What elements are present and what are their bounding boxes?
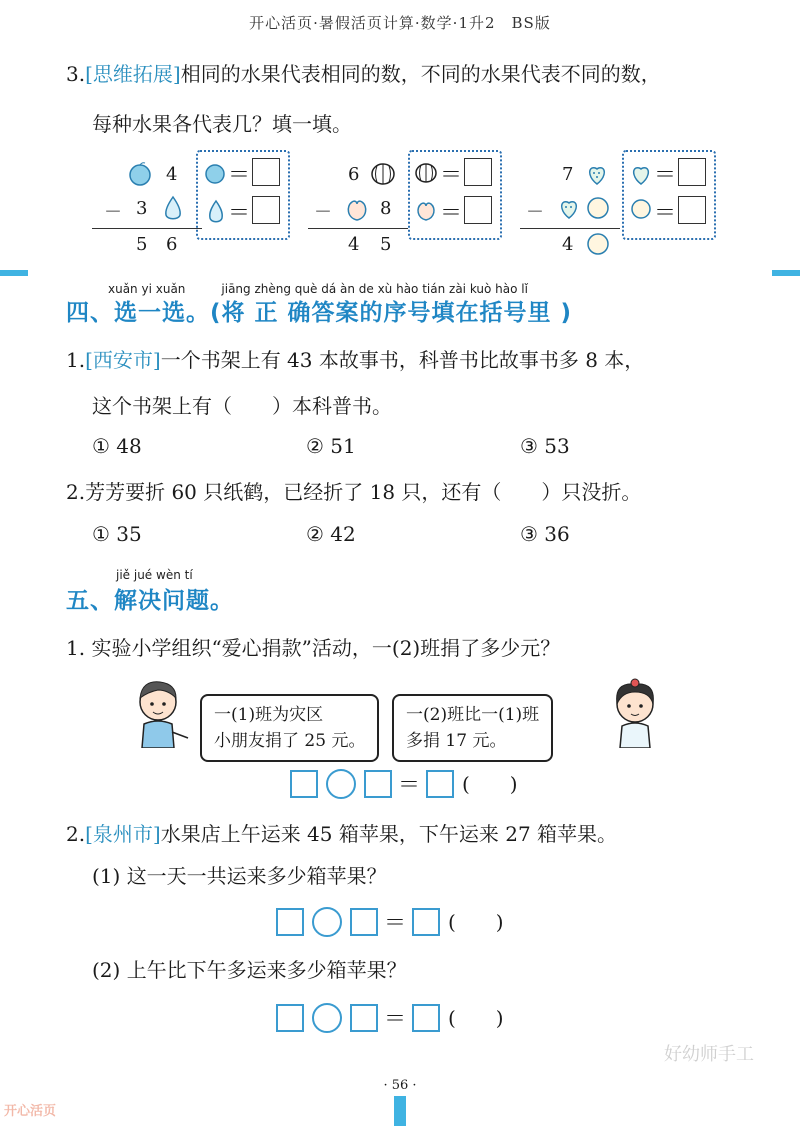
peach-icon	[344, 196, 370, 222]
bottom-tab-mark	[394, 1096, 406, 1126]
p1-answer-apple[interactable]	[252, 158, 280, 186]
p2-answer-box	[408, 150, 502, 240]
q3-line2: 每种水果各代表几？填一填。	[92, 112, 352, 136]
p3-divider	[520, 228, 620, 229]
p1-mid-digit: 3	[136, 198, 148, 219]
section4-title: 四、选一选。(将 正 确答案的序号填在括号里 )	[66, 300, 573, 326]
strawberry-icon	[558, 196, 580, 220]
page-number: · 56 ·	[383, 1078, 417, 1093]
blank-number-2[interactable]	[350, 1004, 378, 1032]
p2-answer-peach[interactable]	[464, 196, 492, 224]
p3-minus: －	[526, 202, 544, 223]
p1-minus: －	[104, 202, 122, 223]
bubble-boy-line1: 一(1)班为灾区	[214, 705, 324, 725]
page-header: 开心活页·暑假活页计算·数学·1升2 BS版	[249, 14, 551, 32]
blank-number-1[interactable]	[276, 1004, 304, 1032]
p3-top-digit: 7	[562, 164, 574, 185]
blank-number-1[interactable]	[276, 908, 304, 936]
s5-q2-sub1: (1) 这一天一共运来多少箱苹果？	[92, 864, 387, 888]
p1-answer-pear[interactable]	[252, 196, 280, 224]
s4-q2-option-3[interactable]: ③ 36	[520, 522, 570, 546]
equals-sign: ＝	[384, 911, 407, 936]
q3-line1	[66, 60, 661, 88]
s4-q1-tag: [西安市]	[85, 348, 161, 372]
bubble-boy-line2: 小朋友捐了 25 元。	[214, 731, 366, 751]
p3-eq-1: ＝	[654, 163, 677, 188]
unit-paren[interactable]: ( )	[462, 772, 518, 796]
s4-q1-option-3[interactable]: ③ 53	[520, 434, 570, 458]
p2-result-1: 4	[348, 234, 360, 255]
s5-q1-text: 实验小学组织“爱心捐款”活动，一(2)班捐了多少元？	[91, 636, 561, 660]
q3-number: 3.	[66, 62, 86, 86]
q3-tag: [思维拓展]	[85, 62, 181, 86]
section4-pinyin: xuǎn yi xuǎn jiāng zhèng què dá àn de xù hào tián zài kuò hào lǐ	[108, 282, 528, 296]
p1-top-digit: 4	[166, 164, 178, 185]
orange-icon	[586, 232, 610, 256]
orange-icon	[630, 198, 652, 220]
pear-icon	[206, 198, 226, 224]
p2-eq-1: ＝	[440, 163, 463, 188]
blank-operator[interactable]	[312, 907, 342, 937]
blank-number-2[interactable]	[364, 770, 392, 798]
p3-eq-2: ＝	[654, 201, 677, 226]
unit-paren[interactable]: ( )	[448, 910, 504, 934]
equals-sign: ＝	[398, 773, 421, 798]
s4-q1-text: 一个书架上有 43 本故事书，科普书比故事书多 8 本，	[160, 348, 645, 372]
apple-icon	[128, 162, 152, 186]
p1-answer-box	[196, 150, 290, 240]
p3-answer-orange[interactable]	[678, 196, 706, 224]
p2-divider	[308, 228, 408, 229]
girl-illustration	[604, 676, 666, 748]
p3-result-1: 4	[562, 234, 574, 255]
s5-q1-line	[66, 634, 560, 662]
side-mark-right	[772, 270, 800, 276]
s4-q2-option-1[interactable]: ① 35	[92, 522, 142, 546]
blank-number-1[interactable]	[290, 770, 318, 798]
watermark-text: 好幼师手工	[664, 1044, 754, 1065]
pear-icon	[162, 194, 184, 222]
p1-result-2: 6	[166, 234, 178, 255]
p2-top-digit: 6	[348, 164, 360, 185]
section5-pinyin: jiě jué wèn tí	[116, 568, 193, 582]
s4-q2-text: 芳芳要折 60 只纸鹤，已经折了 18 只，还有（ ）只没折。	[85, 480, 642, 504]
s5-q2-line	[66, 820, 617, 848]
p1-divider	[92, 228, 202, 229]
unit-paren[interactable]: ( )	[448, 1006, 504, 1030]
side-mark-left	[0, 270, 28, 276]
s5-q2-sub2: (2) 上午比下午多运来多少箱苹果？	[92, 958, 407, 982]
blank-operator[interactable]	[326, 769, 356, 799]
speech-bubble-boy	[200, 694, 379, 762]
s5-q2-text: 水果店上午运来 45 箱苹果，下午运来 27 箱苹果。	[160, 822, 618, 846]
strawberry-icon	[630, 162, 652, 186]
blank-result[interactable]	[426, 770, 454, 798]
s5-q2-tag: [泉州市]	[85, 822, 161, 846]
orange-icon	[586, 196, 610, 220]
boy-illustration	[128, 676, 194, 748]
peach-icon	[414, 198, 438, 222]
bubble-girl-line1: 一(2)班比一(1)班	[406, 705, 540, 725]
blank-result[interactable]	[412, 908, 440, 936]
s4-q1-option-1[interactable]: ① 48	[92, 434, 142, 458]
watermelon-icon	[370, 162, 396, 186]
s5-q1-number: 1.	[66, 636, 86, 660]
speech-bubble-girl	[392, 694, 553, 762]
s5-q2-number: 2.	[66, 822, 86, 846]
s4-q2-line1	[66, 478, 641, 506]
apple-icon	[204, 162, 226, 184]
s4-q2-option-2[interactable]: ② 42	[306, 522, 356, 546]
s4-q1-option-2[interactable]: ② 51	[306, 434, 356, 458]
logo: 开心活页	[4, 1104, 57, 1119]
p2-eq-2: ＝	[440, 201, 463, 226]
q3-text1: 相同的水果代表相同的数，不同的水果代表不同的数，	[180, 62, 661, 86]
blank-number-2[interactable]	[350, 908, 378, 936]
p3-answer-strawberry[interactable]	[678, 158, 706, 186]
blank-operator[interactable]	[312, 1003, 342, 1033]
s4-q1-number: 1.	[66, 348, 86, 372]
section5-title: 五、解决问题。	[66, 588, 234, 614]
p2-mid-digit: 8	[380, 198, 392, 219]
p1-eq-2: ＝	[228, 201, 251, 226]
p2-answer-watermelon[interactable]	[464, 158, 492, 186]
p1-result-1: 5	[136, 234, 148, 255]
s4-q2-number: 2.	[66, 480, 86, 504]
p2-result-2: 5	[380, 234, 392, 255]
p3-answer-box	[622, 150, 716, 240]
strawberry-icon	[586, 162, 608, 186]
p2-minus: －	[314, 202, 332, 223]
p1-eq-1: ＝	[228, 163, 251, 188]
blank-result[interactable]	[412, 1004, 440, 1032]
equals-sign: ＝	[384, 1007, 407, 1032]
bubble-girl-line2: 多捐 17 元。	[406, 731, 507, 751]
s4-q1-line1	[66, 346, 644, 374]
watermelon-icon	[414, 162, 438, 184]
s4-q1-line2: 这个书架上有（ ）本科普书。	[92, 394, 392, 418]
